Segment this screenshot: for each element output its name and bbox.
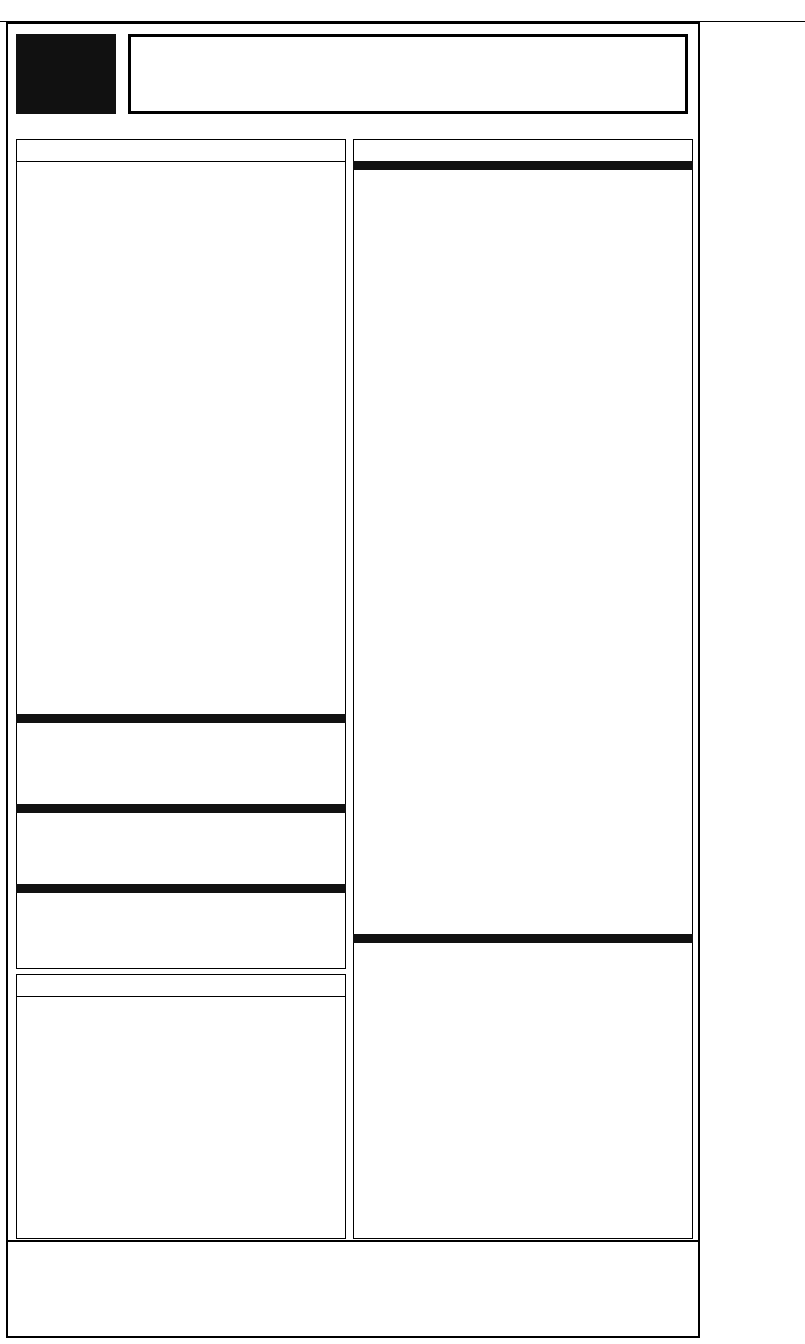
section-divider [16,714,346,723]
section-divider [353,161,693,170]
vacancy-table-right [353,139,693,1239]
headline-banner [128,34,688,114]
masthead [0,0,805,22]
section-divider [16,884,346,893]
job-advertisement [6,22,700,1338]
chip-logo [16,34,116,114]
section-divider [16,804,346,813]
vacancy-table-bottom-left [16,974,346,1239]
application-instructions [6,1240,700,1338]
vacancy-table-left [16,139,346,969]
section-divider [353,934,693,943]
